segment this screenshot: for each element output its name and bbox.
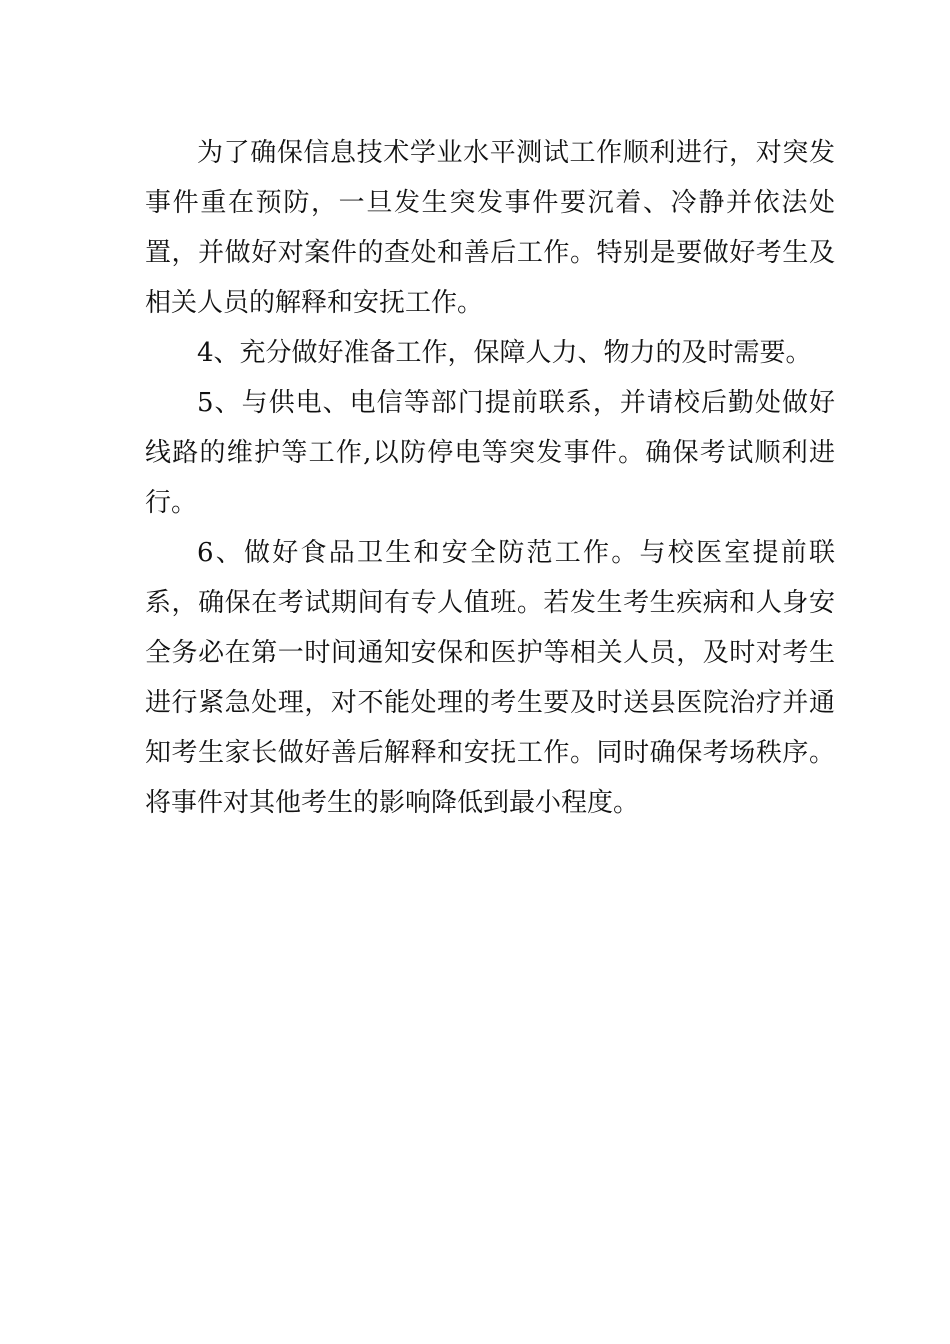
paragraph-item-4: 4、充分做好准备工作，保障人力、物力的及时需要。: [197, 338, 812, 368]
document-body: [145, 128, 835, 828]
paragraph-prevention: 为了确保信息技术学业水平测试工作顺利进行，对突发事件重在预防，一旦发生突发事件要沉着、冷静并依法处置，并做好对案件的查处和善后工作。特别是要做好考生及相关人员的解释和安抚工作。: [145, 138, 835, 318]
paragraph-item-5: 5、与供电、电信等部门提前联系，并请校后勤处做好线路的维护等工作,以防停电等突发事件。确保考试顺利进行。: [145, 388, 835, 518]
paragraph-item-6: 6、做好食品卫生和安全防范工作。与校医室提前联系，确保在考试期间有专人值班。若发生考生疾病和人身安全务必在第一时间通知安保和医护等相关人员，及时对考生进行紧急处理，对不能处理的考生要及时送县医院治疗并通知考生家长做好善后解释和安抚工作。同时确保考场秩序。将事件对其他考生的影响降低到最小程度。: [145, 538, 835, 818]
